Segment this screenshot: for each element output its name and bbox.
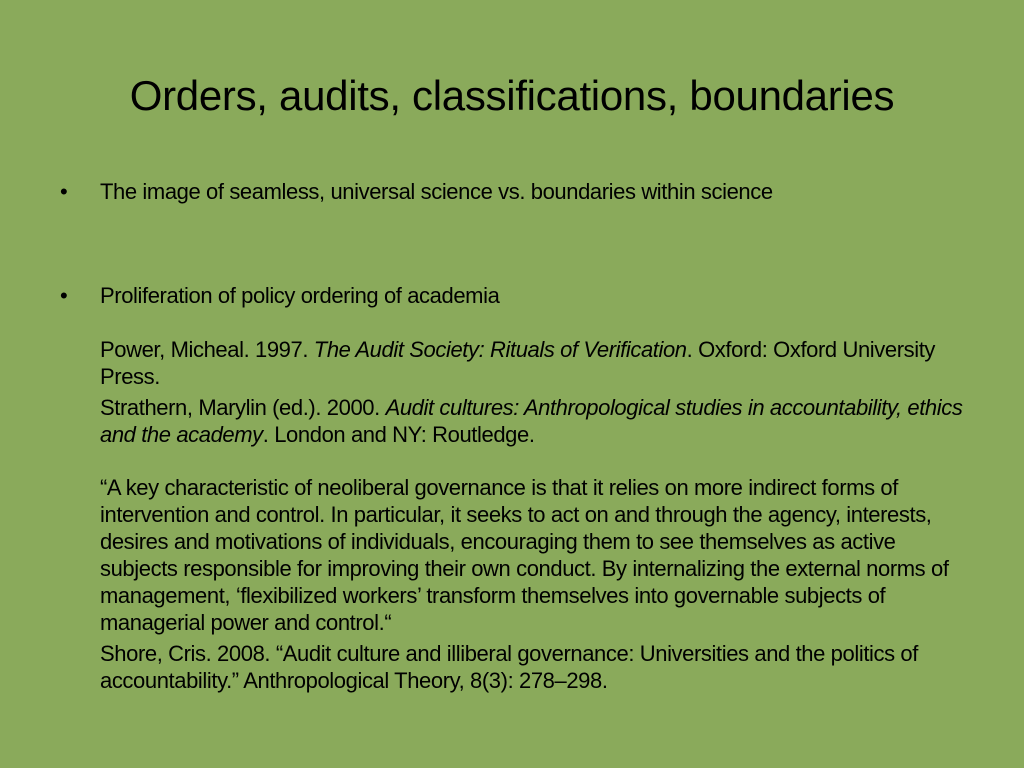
reference-book-title: Audit cultures: Anthropological studies in accountability, ethics and the academy bbox=[100, 395, 963, 447]
bullet-marker: • bbox=[60, 283, 68, 308]
reference-publisher: . Oxford: Oxford University Press. bbox=[100, 337, 936, 389]
quote-source: Shore, Cris. 2008. “Audit culture and illiberal governance: Universities and the politics of accountability.” Anthropological Theory, 8(3): 278–298. bbox=[100, 641, 918, 693]
reference-strathern bbox=[58, 394, 978, 448]
slide-title: Orders, audits, classifications, boundaries bbox=[129, 72, 895, 119]
bullet-item bbox=[58, 178, 978, 206]
reference-author-year: Power, Micheal. 1997. bbox=[100, 337, 314, 362]
reference-author-year: Strathern, Marylin (ed.). 2000. bbox=[100, 395, 386, 420]
bullet-marker: • bbox=[60, 179, 68, 204]
reference-book-title: The Audit Society: Rituals of Verification bbox=[313, 337, 687, 362]
slide-body bbox=[58, 178, 978, 694]
reference-power bbox=[58, 336, 978, 390]
bullet-text: Proliferation of policy ordering of academia bbox=[100, 283, 500, 308]
reference-publisher: . London and NY: Routledge. bbox=[262, 422, 535, 447]
bullet-item bbox=[58, 282, 978, 310]
quote-text: “A key characteristic of neoliberal governance is that it relies on more indirect forms of intervention and control. In particular, it seeks to act on and through the agency, interests, desires and motivations of individuals, encouraging them to see themselves as active subjects responsible for improving their own conduct. By internalizing the external norms of management, ‘flexibilized workers’ transform themselves into governable subjects of managerial power and control.“ bbox=[100, 475, 949, 635]
bullet-text: The image of seamless, universal science vs. boundaries within science bbox=[100, 179, 773, 204]
